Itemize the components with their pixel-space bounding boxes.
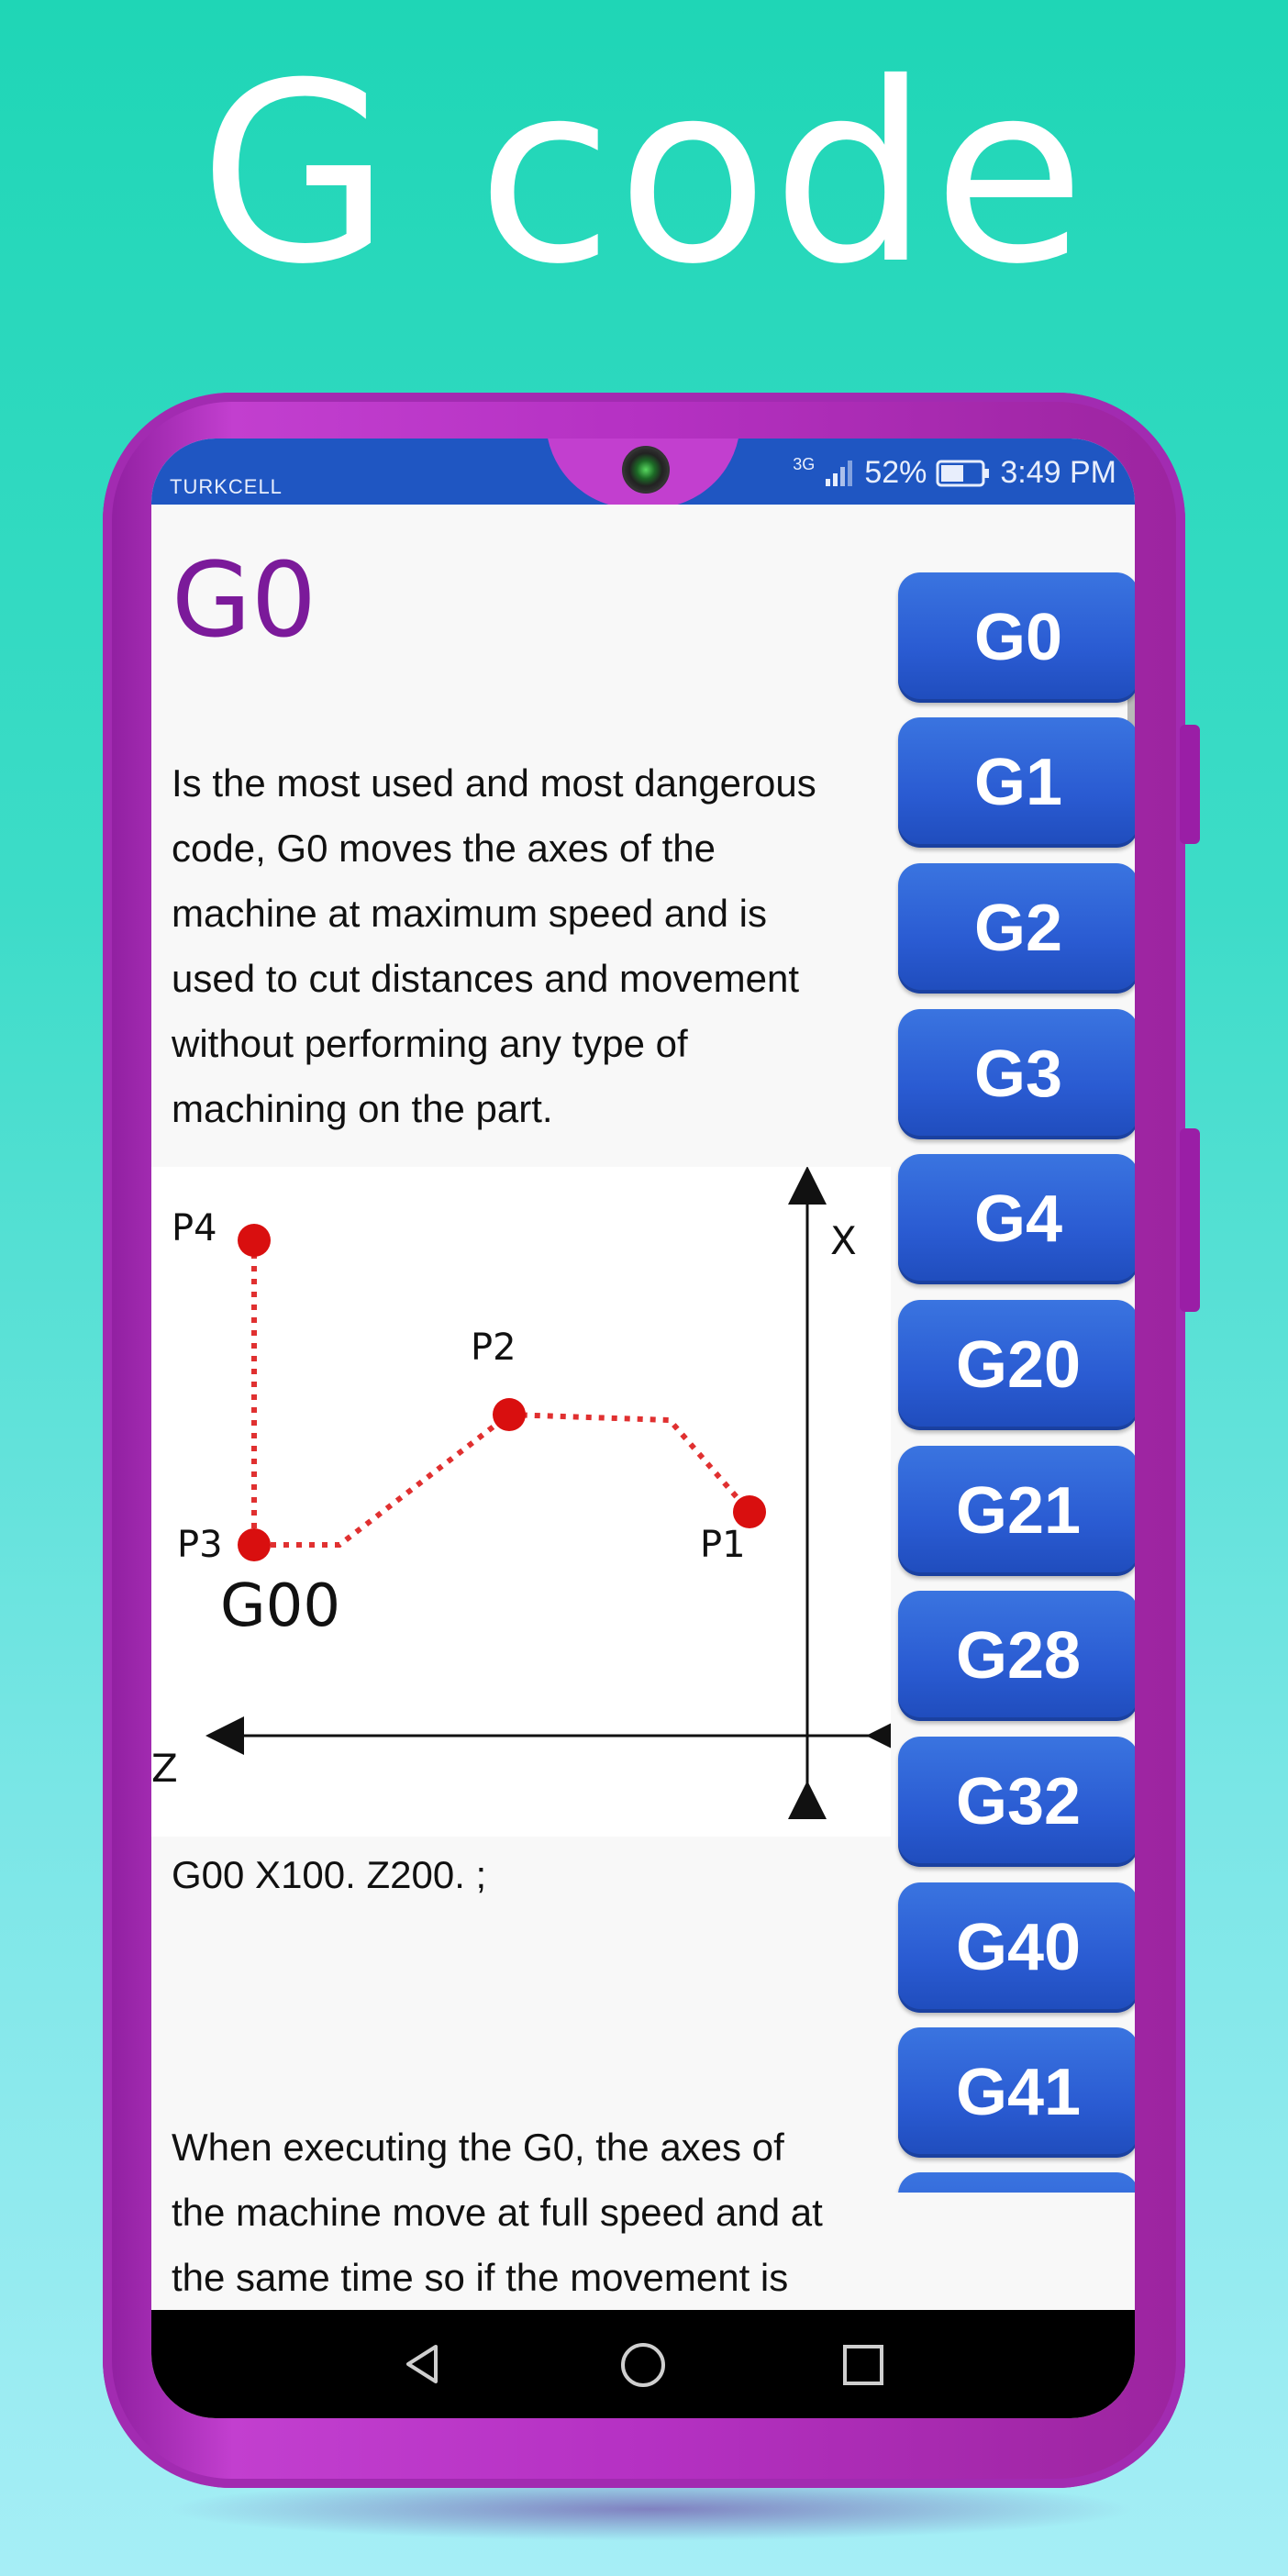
- battery-icon: [936, 459, 991, 488]
- gcode-button-g21[interactable]: G21: [898, 1446, 1135, 1576]
- second-paragraph: [172, 2115, 896, 2310]
- gcode-button-g41[interactable]: G41: [898, 2027, 1135, 2158]
- g00-diagram: [151, 1167, 891, 1837]
- front-camera: [622, 446, 670, 494]
- second-line: When executing the G0, the axes of: [172, 2126, 784, 2169]
- promo-title: G code: [198, 29, 1090, 318]
- signal-icon: [824, 459, 855, 488]
- x-axis-label: X: [830, 1218, 857, 1263]
- volume-button: [1180, 725, 1200, 844]
- point-label-p4: P4: [172, 1207, 217, 1249]
- gcode-button-g28[interactable]: G28: [898, 1591, 1135, 1721]
- gcode-button-g32[interactable]: G32: [898, 1737, 1135, 1867]
- clock: 3:49 PM: [1000, 455, 1116, 490]
- point-p3: [238, 1528, 271, 1561]
- intro-line: machine at maximum speed and is: [172, 892, 767, 935]
- phone-screen: [151, 439, 1135, 2418]
- g00-path: [254, 1240, 749, 1545]
- gcode-button-g2[interactable]: G2: [898, 863, 1135, 994]
- gcode-button-g1[interactable]: G1: [898, 717, 1135, 848]
- recents-icon[interactable]: [841, 2343, 885, 2387]
- network-type: 3G: [793, 455, 816, 473]
- second-line: the machine move at full speed and at: [172, 2191, 823, 2234]
- back-icon[interactable]: [399, 2341, 445, 2387]
- intro-line: used to cut distances and movement: [172, 957, 800, 1000]
- navigation-bar: [151, 2310, 1135, 2418]
- status-indicators: [793, 455, 1116, 491]
- second-line: the same time so if the movement is: [172, 2256, 789, 2299]
- battery-percent: 52%: [864, 455, 927, 490]
- point-p2: [493, 1398, 526, 1431]
- point-label-p2: P2: [471, 1327, 516, 1369]
- intro-line: machining on the part.: [172, 1087, 553, 1130]
- gcode-button-g3[interactable]: G3: [898, 1009, 1135, 1139]
- z-axis-label: Z: [151, 1746, 178, 1791]
- point-label-p3: P3: [177, 1524, 223, 1566]
- gcode-button-g0[interactable]: G0: [898, 572, 1135, 703]
- power-button: [1180, 1128, 1200, 1312]
- home-icon[interactable]: [619, 2341, 667, 2389]
- point-label-p1: P1: [700, 1524, 746, 1566]
- gcode-button-g20[interactable]: G20: [898, 1300, 1135, 1430]
- intro-line: without performing any type of: [172, 1022, 688, 1065]
- intro-line: code, G0 moves the axes of the: [172, 827, 716, 870]
- page-title: G0: [172, 541, 317, 661]
- gcode-button-g40[interactable]: G40: [898, 1882, 1135, 2013]
- gcode-button-g4[interactable]: G4: [898, 1154, 1135, 1284]
- diagram-title: G00: [220, 1572, 341, 1640]
- gcode-button-next[interactable]: [898, 2172, 1135, 2193]
- code-example: G00 X100. Z200. ;: [172, 1853, 487, 1896]
- carrier-label: TURKCELL: [170, 475, 283, 498]
- intro-line: Is the most used and most dangerous: [172, 761, 816, 805]
- intro-paragraph: [172, 750, 896, 1141]
- gcode-button-list[interactable]: [891, 505, 1135, 2193]
- point-p4: [238, 1224, 271, 1257]
